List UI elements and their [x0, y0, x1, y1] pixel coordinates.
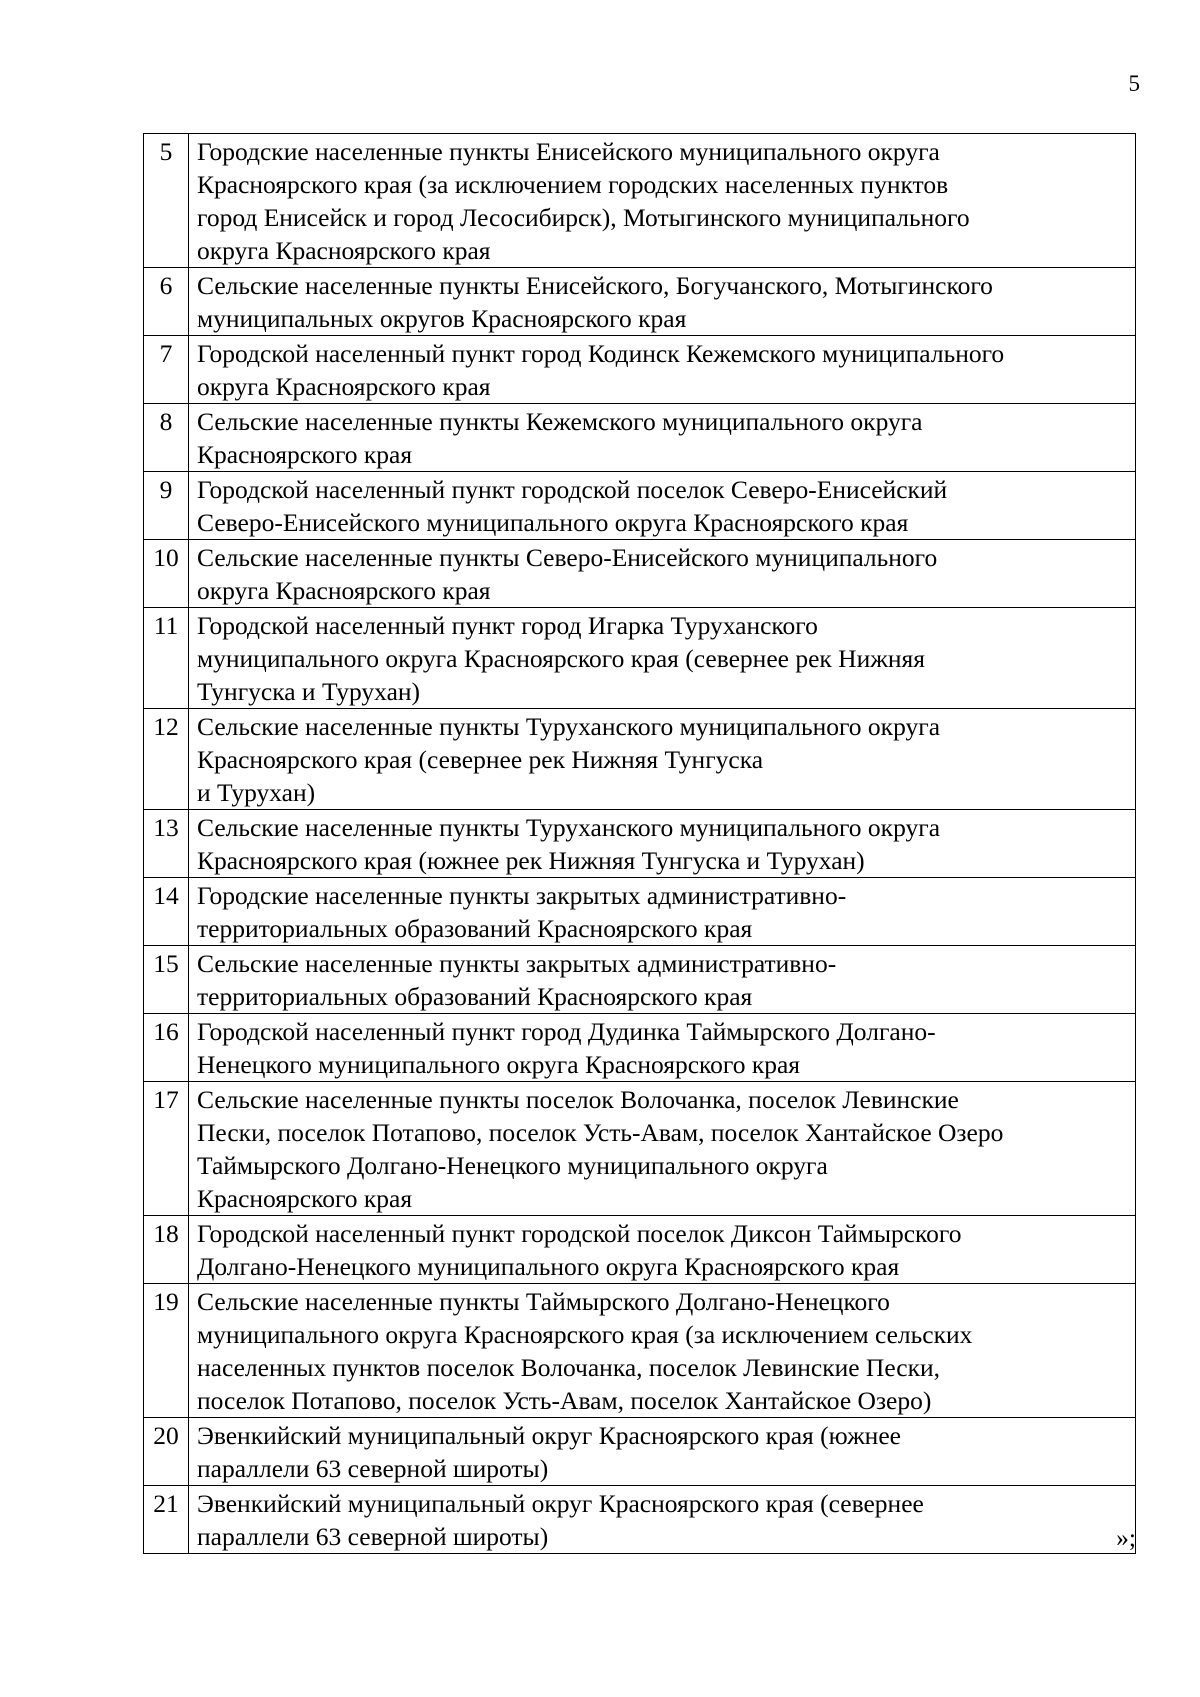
- table-row: [144, 1284, 1136, 1418]
- table-row: [144, 608, 1136, 709]
- row-description: Сельские населенные пункты Туруханского муниципального округа Красноярского края (севернее рек Нижняя Тунгуска и Турухан): [189, 709, 1136, 810]
- row-description: Сельские населенные пункты Таймырского Долгано-Ненецкого муниципального округа Красноярского края (за исключением сельских населенных пунктов поселок Волочанка, поселок Левинские Пески, поселок Потапово, поселок Усть-Авам, поселок Хантайское Озеро): [189, 1284, 1136, 1418]
- row-number: 17: [144, 1082, 189, 1216]
- row-number: 11: [144, 608, 189, 709]
- row-description: Городские населенные пункты Енисейского муниципального округа Красноярского края (за исключением городских населенных пунктов город Енисейск и город Лесосибирск), Мотыгинского муниципального округа Красноярского края: [189, 134, 1136, 268]
- row-number: 12: [144, 709, 189, 810]
- table-body: [144, 134, 1136, 1554]
- row-description: Городские населенные пункты закрытых административно- территориальных образований Красноярского края: [189, 878, 1136, 946]
- table-row: [144, 1082, 1136, 1216]
- row-description: Городской населенный пункт город Дудинка Таймырского Долгано- Ненецкого муниципального округа Красноярского края: [189, 1014, 1136, 1082]
- table-row: [144, 946, 1136, 1014]
- table-row: [144, 878, 1136, 946]
- row-description: Сельские населенные пункты Кежемского муниципального округа Красноярского края: [189, 404, 1136, 472]
- table-row: [144, 540, 1136, 608]
- table-row: [144, 810, 1136, 878]
- row-number: 19: [144, 1284, 189, 1418]
- row-number: 7: [144, 336, 189, 404]
- row-description: Сельские населенные пункты Северо-Енисейского муниципального округа Красноярского края: [189, 540, 1136, 608]
- row-description: Городской населенный пункт город Кодинск Кежемского муниципального округа Красноярского края: [189, 336, 1136, 404]
- table-row: [144, 1014, 1136, 1082]
- row-number: 5: [144, 134, 189, 268]
- row-description: Городской населенный пункт город Игарка Туруханского муниципального округа Красноярского края (севернее рек Нижняя Тунгуска и Турухан): [189, 608, 1136, 709]
- table-row: [144, 404, 1136, 472]
- row-description: Эвенкийский муниципальный округ Красноярского края (южнее параллели 63 северной широты): [189, 1418, 1136, 1486]
- row-description: Сельские населенные пункты Енисейского, Богучанского, Мотыгинского муниципальных округов Красноярского края: [189, 268, 1136, 336]
- table-row: [144, 336, 1136, 404]
- row-number: 10: [144, 540, 189, 608]
- row-description: Городской населенный пункт городской поселок Диксон Таймырского Долгано-Ненецкого муниципального округа Красноярского края: [189, 1216, 1136, 1284]
- row-description: Сельские населенные пункты закрытых административно- территориальных образований Красноярского края: [189, 946, 1136, 1014]
- row-number: 15: [144, 946, 189, 1014]
- row-number: 14: [144, 878, 189, 946]
- table-row: [144, 134, 1136, 268]
- page-number: 5: [1128, 71, 1140, 96]
- table-row: [144, 1486, 1136, 1554]
- table-row: [144, 709, 1136, 810]
- row-number: 21: [144, 1486, 189, 1554]
- row-number: 20: [144, 1418, 189, 1486]
- row-description: Сельские населенные пункты поселок Волочанка, поселок Левинские Пески, поселок Потапово, поселок Усть-Авам, поселок Хантайское Озеро Таймырского Долгано-Ненецкого муниципального округа Красноярского края: [189, 1082, 1136, 1216]
- row-number: 9: [144, 472, 189, 540]
- row-number: 16: [144, 1014, 189, 1082]
- row-number: 13: [144, 810, 189, 878]
- table-row: [144, 268, 1136, 336]
- table-row: [144, 1418, 1136, 1486]
- table-row: [144, 472, 1136, 540]
- table-row: [144, 1216, 1136, 1284]
- row-number: 8: [144, 404, 189, 472]
- row-description: Сельские населенные пункты Туруханского муниципального округа Красноярского края (южнее рек Нижняя Тунгуска и Турухан): [189, 810, 1136, 878]
- row-number: 6: [144, 268, 189, 336]
- settlements-table: [143, 133, 1136, 1554]
- row-number: 18: [144, 1216, 189, 1284]
- row-description: Городской населенный пункт городской поселок Северо-Енисейский Северо-Енисейского муниципального округа Красноярского края: [189, 472, 1136, 540]
- closing-quote-mark: »;: [1116, 1523, 1136, 1552]
- row-description: Эвенкийский муниципальный округ Красноярского края (севернее параллели 63 северной широты): [189, 1486, 1136, 1554]
